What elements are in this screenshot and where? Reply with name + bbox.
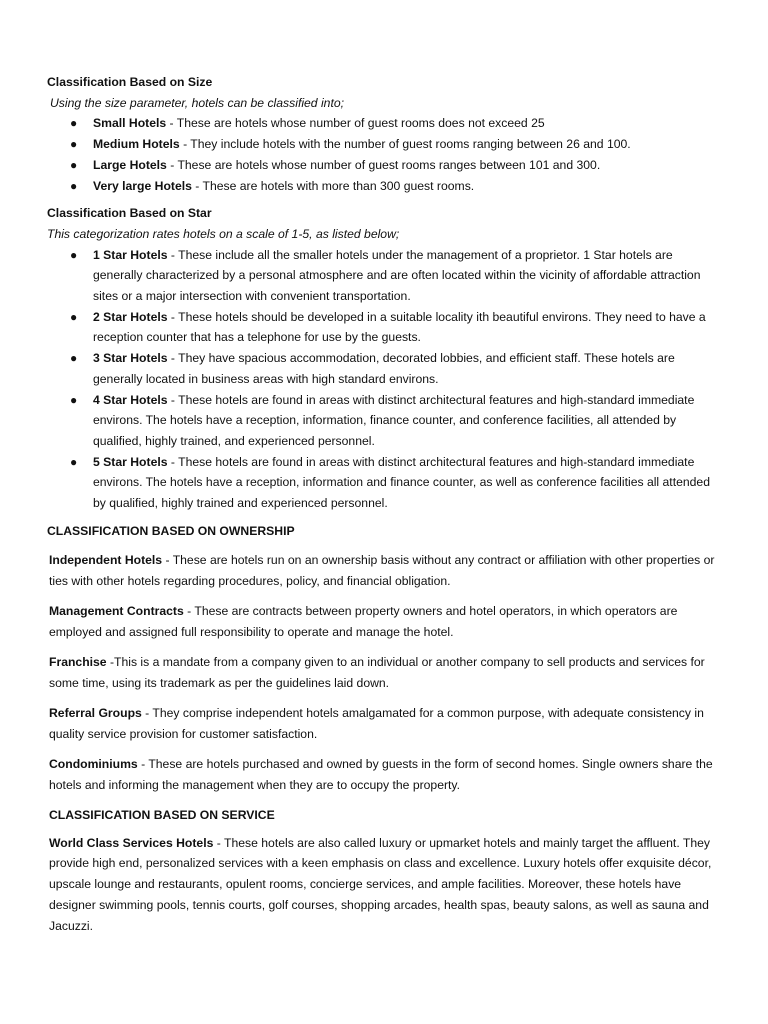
list-item-term: 1 Star Hotels xyxy=(93,247,168,262)
list-item xyxy=(47,113,723,134)
list-item xyxy=(47,307,723,348)
paragraph xyxy=(47,703,723,744)
paragraph-term: World Class Services Hotels xyxy=(49,835,214,850)
paragraph-text: - They comprise independent hotels amalgamated for a common purpose, with adequate consistency in quality service provision for customer satisfaction. xyxy=(49,706,704,741)
list-item-text: - These include all the smaller hotels under the management of a proprietor. 1 Star hotels are generally characterized by a personal atmosphere and are often located within the vicinity of affordable attraction sites or a major intersection with convenient transportation. xyxy=(93,247,701,304)
spacer xyxy=(47,541,723,550)
paragraph-term: Franchise xyxy=(49,655,107,670)
list-item xyxy=(47,155,723,176)
list-item xyxy=(47,176,723,197)
list-item-text: - These hotels are found in areas with distinct architectural features and high-standard immediate environs. The hotels have a reception, information and finance counter, as well as conference facilities all attended by qualified, highly trained and experienced personnel. xyxy=(93,454,710,511)
list-item-term: Large Hotels xyxy=(93,157,167,172)
list-item xyxy=(47,245,723,307)
list-item-term: 4 Star Hotels xyxy=(93,392,168,407)
document-page xyxy=(47,72,723,936)
size-list xyxy=(47,113,723,196)
paragraph-text: - These are hotels purchased and owned by guests in the form of second homes. Single owners share the hotels and informing the management when they are to occupy the property. xyxy=(49,757,713,792)
paragraph xyxy=(47,833,723,937)
section-heading-ownership: CLASSIFICATION BASED ON OWNERSHIP xyxy=(47,523,295,538)
list-item-term: 2 Star Hotels xyxy=(93,309,168,324)
list-item-term: Small Hotels xyxy=(93,116,167,131)
paragraph-text: -This is a mandate from a company given to an individual or another company to sell products and services for some time, using its trademark as per the guidelines laid down. xyxy=(49,655,705,690)
paragraph xyxy=(47,601,723,642)
list-item-text: - These are hotels whose number of guest rooms does not exceed 25 xyxy=(166,116,545,131)
paragraph-text: - These are contracts between property owners and hotel operators, in which operators are employed and assigned full responsibility to operate and manage the hotel. xyxy=(49,604,678,640)
list-item-text: - These are hotels with more than 300 guest rooms. xyxy=(191,178,475,193)
list-item-term: 3 Star Hotels xyxy=(93,351,168,366)
paragraph xyxy=(47,652,723,693)
bullet-icon: ● xyxy=(70,309,78,324)
list-item-text: - These are hotels whose number of guest rooms ranges between 101 and 300. xyxy=(166,157,601,172)
bullet-icon: ● xyxy=(70,178,78,193)
paragraph-term: Referral Groups xyxy=(49,706,142,721)
spacer xyxy=(47,196,723,203)
list-item xyxy=(47,452,723,514)
spacer xyxy=(47,826,723,833)
section-heading-star: Classification Based on Star xyxy=(47,206,212,221)
paragraph-term: Condominiums xyxy=(49,757,138,772)
list-item-text: - These hotels should be developed in a suitable locality ith beautiful environs. They need to have a reception counter that has a telephone for use by the guests. xyxy=(93,309,706,345)
star-list xyxy=(47,245,723,514)
bullet-icon: ● xyxy=(70,157,78,172)
bullet-icon: ● xyxy=(70,454,78,469)
paragraph xyxy=(47,754,723,795)
section-intro-star: This categorization rates hotels on a scale of 1-5, as listed below; xyxy=(47,226,400,241)
bullet-icon: ● xyxy=(70,116,78,131)
paragraph xyxy=(47,550,723,591)
section-heading-size: Classification Based on Size xyxy=(47,75,213,89)
list-item-text: - They have spacious accommodation, decorated lobbies, and efficient staff. These hotels are generally located in business areas with high standard environs. xyxy=(93,351,675,386)
spacer xyxy=(47,514,723,521)
list-item xyxy=(47,348,723,389)
paragraph-term: Management Contracts xyxy=(49,604,184,619)
section-intro-size: Using the size parameter, hotels can be classified into; xyxy=(50,95,345,110)
bullet-icon: ● xyxy=(70,247,78,262)
list-item-term: Very large Hotels xyxy=(93,178,192,193)
list-item-text: - These hotels are found in areas with distinct architectural features and high-standard immediate environs. The hotels have a reception, information, finance counter, and conference facilities, all attended by qualified, highly trained, and experienced personnel. xyxy=(93,392,695,448)
paragraph-term: Independent Hotels xyxy=(49,553,163,568)
list-item-text: - They include hotels with the number of guest rooms ranging between 26 and 100. xyxy=(179,137,631,152)
list-item-term: 5 Star Hotels xyxy=(93,454,168,469)
list-item-term: Medium Hotels xyxy=(93,137,180,152)
list-item xyxy=(47,390,723,452)
paragraph-text: - These hotels are also called luxury or upmarket hotels and mainly target the affluent. They provide high end, personalized services with a keen emphasis on class and excellence. Luxury hotels offer exquisite décor, upscale lounge and restaurants, opulent rooms, concierge services, and ample facilities. Moreover, these hotels have designer swimming pools, tennis courts, golf courses, shopping arcades, health spas, beauty salons, as well as sauna and Jacuzzi. xyxy=(49,835,712,933)
bullet-icon: ● xyxy=(70,137,78,152)
bullet-icon: ● xyxy=(70,392,78,407)
paragraph-text: - These are hotels run on an ownership basis without any contract or affiliation with other properties or ties with other hotels regarding procedures, policy, and financial obligation. xyxy=(49,553,715,589)
section-heading-service: CLASSIFICATION BASED ON SERVICE xyxy=(49,808,275,822)
bullet-icon: ● xyxy=(70,351,78,366)
list-item xyxy=(47,134,723,155)
